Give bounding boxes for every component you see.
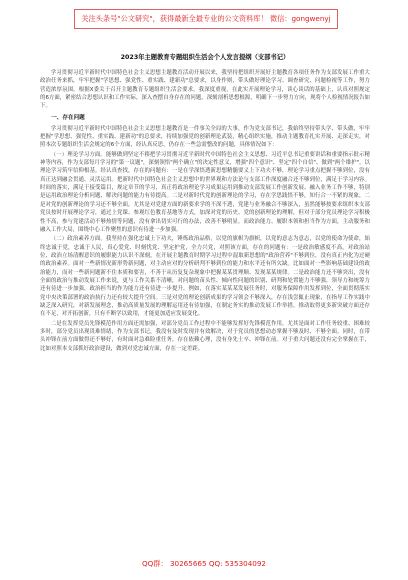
contact-footer: QQ群： 30265665 QQ: 535304092 (141, 559, 267, 568)
body-paragraph: （一）理论学习方面。能够做到坚定不移把学习贯彻习近平新时代中国特色社会主义思想、习近平总书记重要讲话和重要指示批示精神等内容，作为支部每月学习的"第一议题"，深刻领悟"两个确立"的决定性意义，增强"四个意识"、坚定"四个自信"、做到"两个维护"，以理论学习筑牢信仰根基。经认真查找，存在的问题有：一是在学深悟透新思想精髓要义上下功夫不够，理论学习重点把握不够到位，没有真正达到融会贯通、灵活运用。把新时代中国特色社会主义思想中的世界观和方法论与支部工作深度融合还不够到位，满足于学习内容。时间的落实，满足于接受篇目，规定章节的学习，真正将政治理论学习成果运用到推动支部发展工作创新发展、融入业务工作不够，特别是运用政治理论分析问题、解决问题的能力有待提高。二是对新时代党的创新理论的学习，存在学思践悟不够，知行合一不紧的现象，二是对党的创新理论的学习还不够全面，尤其是对党建方面的新要求学的不深不透，党建与业务融合不够深入，虽然能够按要求组织本支部党员按时开展理论学习，通过上党课、参观红色教育基地等方式，加深对党的历史、党的创新理论的理解，但对于部分党员理论学习积极性不高，参与党建活动不够热情等问题，没有拿出切实可行的办法，改善不够明显。而政治能力、履职本领和担当作为方面，主动服务和融入工作大局，围绕中心工作聚焦的意识有待进一步加强。 (40, 151, 370, 233)
document-paragraphs (40, 69, 370, 353)
document-title: 2023年主题教育专题组织生活会个人发言提纲（支部书记） (120, 54, 290, 61)
body-paragraph: （二）政治素养方面。我坚持在强化忠诚上下功夫，锤炼政治品格，以党的旗帜为旗帜，以党的意志为意志，以党的使命为使命，始终忠诚于党，忠诚于人民，真心爱党、时刻忧党、坚定护党，全力兴党，对照该方面，存在的问题有：一是政治敏感度不高，对政治站位、政治立场清醒意识的履职能力认识不深刻，在开展主题教育时期学习过程中混取新思想的"政治营养"不够到位，没有真正内化为过硬的政治素养。面对一些新情况新形势新问题，对主动应对的分析研判不够到位的能力和水平还有所欠缺。比如面对一些影响基础建设的政治能力，而对一些新问题新不住本质和要害，不善于从历复复杂现象中把握某某贯理顺、发现某某规律。二是政治能力还不够突出，没有全面的政治与推动发展工作来说，更与工作关系不清晰，对问题的苗头性、倾向性问题的识别、研判和处置能力不够强，领导力和统筹力还有待进一步加强，政治担当的作为能力还有待进一步提升。例如，在落实某某某发展任务时，对服务保障作用发挥到位，全面贯彻落实党中央决策部署的政治执行力还有较大提升空间。三是对党的理论创新成果的学习领会不够深入，存在浅尝辄止现象，在指导工作实践中缺乏深入研究，对新发展理念，推动高质量发展的理解运用还有待加强，在制定务实的推动发展工作举措，推动取得更多新突破方面还存在不足，对开拓创新，只有不断学以致用，才能更加适应发展变化。 (40, 236, 370, 318)
promo-banner: 关注头条号"公文研究"，获得最新全最专业的公文资料库！ 微信：gongwenyj (74, 9, 338, 29)
body-paragraph: 学习贯彻习近平新时代中国特色社会主义思想主题教育活动开展以来，我坚持把组织开展好主题教育各项任务作为支部发展工作重大政治任务来抓，牢牢把握"学思想、强党性、重实践、建新功"总要求，以身作则，带头做好理论学习、调查研究、问题检视等工作，努力营造浓厚氛围。根据X委关于召开主题教育专题组织生活会要求，我深度重视，在此实开展理论学习，谈心谈话的基础上，认真对照规定的6方面，紧密结合思想认识和工作实际，深入查摆自身存在的问题，深刻剖析思想根源，明确下一步努力方向，现将个人检视情况报告如下。 (40, 70, 370, 110)
body-paragraph: 二是在发挥党员先锋模范作用方面还需加强，对部分党员工作过程中不能够发挥好先锋模范作用，尤其是面对工作任务较重、困难较多时，部分党员出现畏难情绪，作为支部书记，我没有及时发现并有效解决，对于党员的思想动态掌握不够及时、不够全面。同时，在带头冲锋在前方面做得还不够好，有时面对急难险重任务，存在依赖心理，没有身先士卒、冲锋在前。对于重大问题还没有完全掌握在手，比如对照本支部抓好政治建设，做到对党忠诚方面，存在一定差距。 (40, 320, 370, 352)
body-paragraph: 学习贯彻习近平新时代中国特色社会主义思想主题教育是一件事关全局的大事，作为党支部书记，我始终坚持带头学、带头做，牢牢把握"学思想、强党性、重实践、建新功"的总要求，持续加强党的创新理论武装，精心组织实施，推动主题教育扎实开展、走深走实，对照本次专题组织生活会规定的6个方面，经认真反思，仍存在一些急需整改的问题，具体情况如下： (40, 125, 370, 149)
section-heading: 一、存在问题 (51, 114, 85, 121)
document-body (40, 52, 370, 354)
